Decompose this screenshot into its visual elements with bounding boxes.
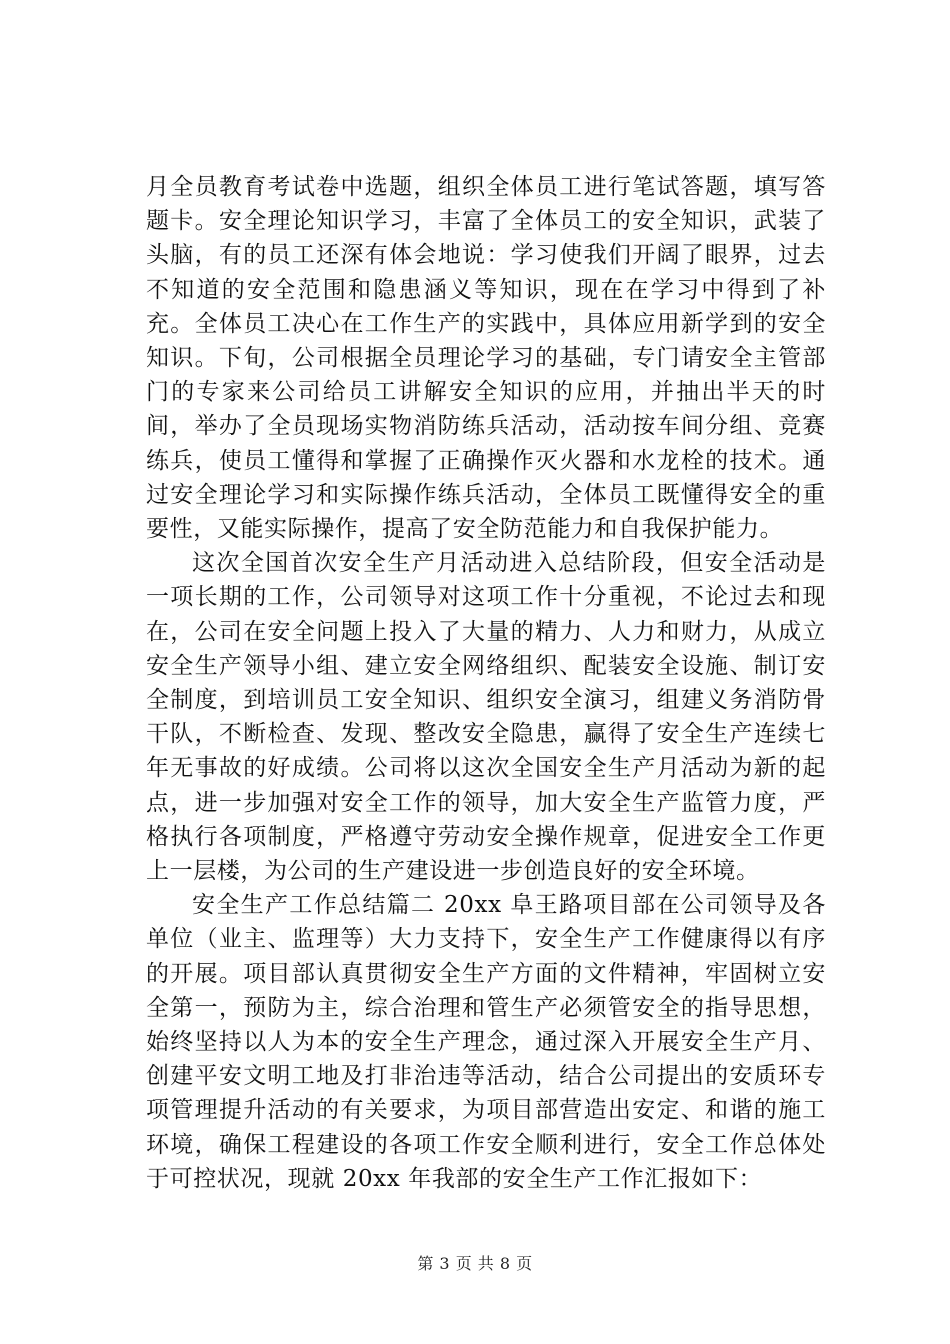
page-footer: 第 3 页 共 8 页: [417, 1254, 533, 1273]
paragraph-1: 月全员教育考试卷中选题，组织全体员工进行笔试答题，填写答题卡。安全理论知识学习，丰富了全体员工的安全知识，武装了头脑，有的员工还深有体会地说：学习使我们开阔了眼界，过去不知道的安全范围和隐患涵义等知识，现在在学习中得到了补充。全体员工决心在工作生产的实践中，具体应用新学到的安全知识。下旬，公司根据全员理论学习的基础，专门请安全主管部门的专家来公司给员工讲解安全知识的应用，并抽出半天的时间，举办了全员现场实物消防练兵活动，活动按车间分组、竞赛练兵，使员工懂得和掌握了正确操作灭火器和水龙栓的技术。通过安全理论学习和实际操作练兵活动，全体员工既懂得安全的重要性，又能实际操作，提高了安全防范能力和自我保护能力。: [146, 174, 826, 543]
paragraph-3: 安全生产工作总结篇二 20xx 阜王路项目部在公司领导及各单位（业主、监理等）大力支持下，安全生产工作健康得以有序的开展。项目部认真贯彻安全生产方面的文件精神，牢固树立安全第一，预防为主，综合治理和管生产必须管安全的指导思想，始终坚持以人为本的安全生产理念，通过深入开展安全生产月、创建平安文明工地及打非治违等活动，结合公司提出的安质环专项管理提升活动的有关要求，为项目部营造出安定、和谐的施工环境，确保工程建设的各项工作安全顺利进行，安全工作总体处于可控状况，现就 20xx 年我部的安全生产工作汇报如下：: [146, 892, 826, 1192]
paragraph-2: 这次全国首次安全生产月活动进入总结阶段，但安全活动是一项长期的工作，公司领导对这项工作十分重视，不论过去和现在，公司在安全问题上投入了大量的精力、人力和财力，从成立安全生产领导小组、建立安全网络组织、配装安全设施、制订安全制度，到培训员工安全知识、组织安全演习，组建义务消防骨干队，不断检查、发现、整改安全隐患，赢得了安全生产连续七年无事故的好成绩。公司将以这次全国安全生产月活动为新的起点，进一步加强对安全工作的领导，加大安全生产监管力度，严格执行各项制度，严格遵守劳动安全操作规章，促进安全工作更上一层楼，为公司的生产建设进一步创造良好的安全环境。: [146, 550, 826, 885]
document-body: [146, 170, 826, 1196]
